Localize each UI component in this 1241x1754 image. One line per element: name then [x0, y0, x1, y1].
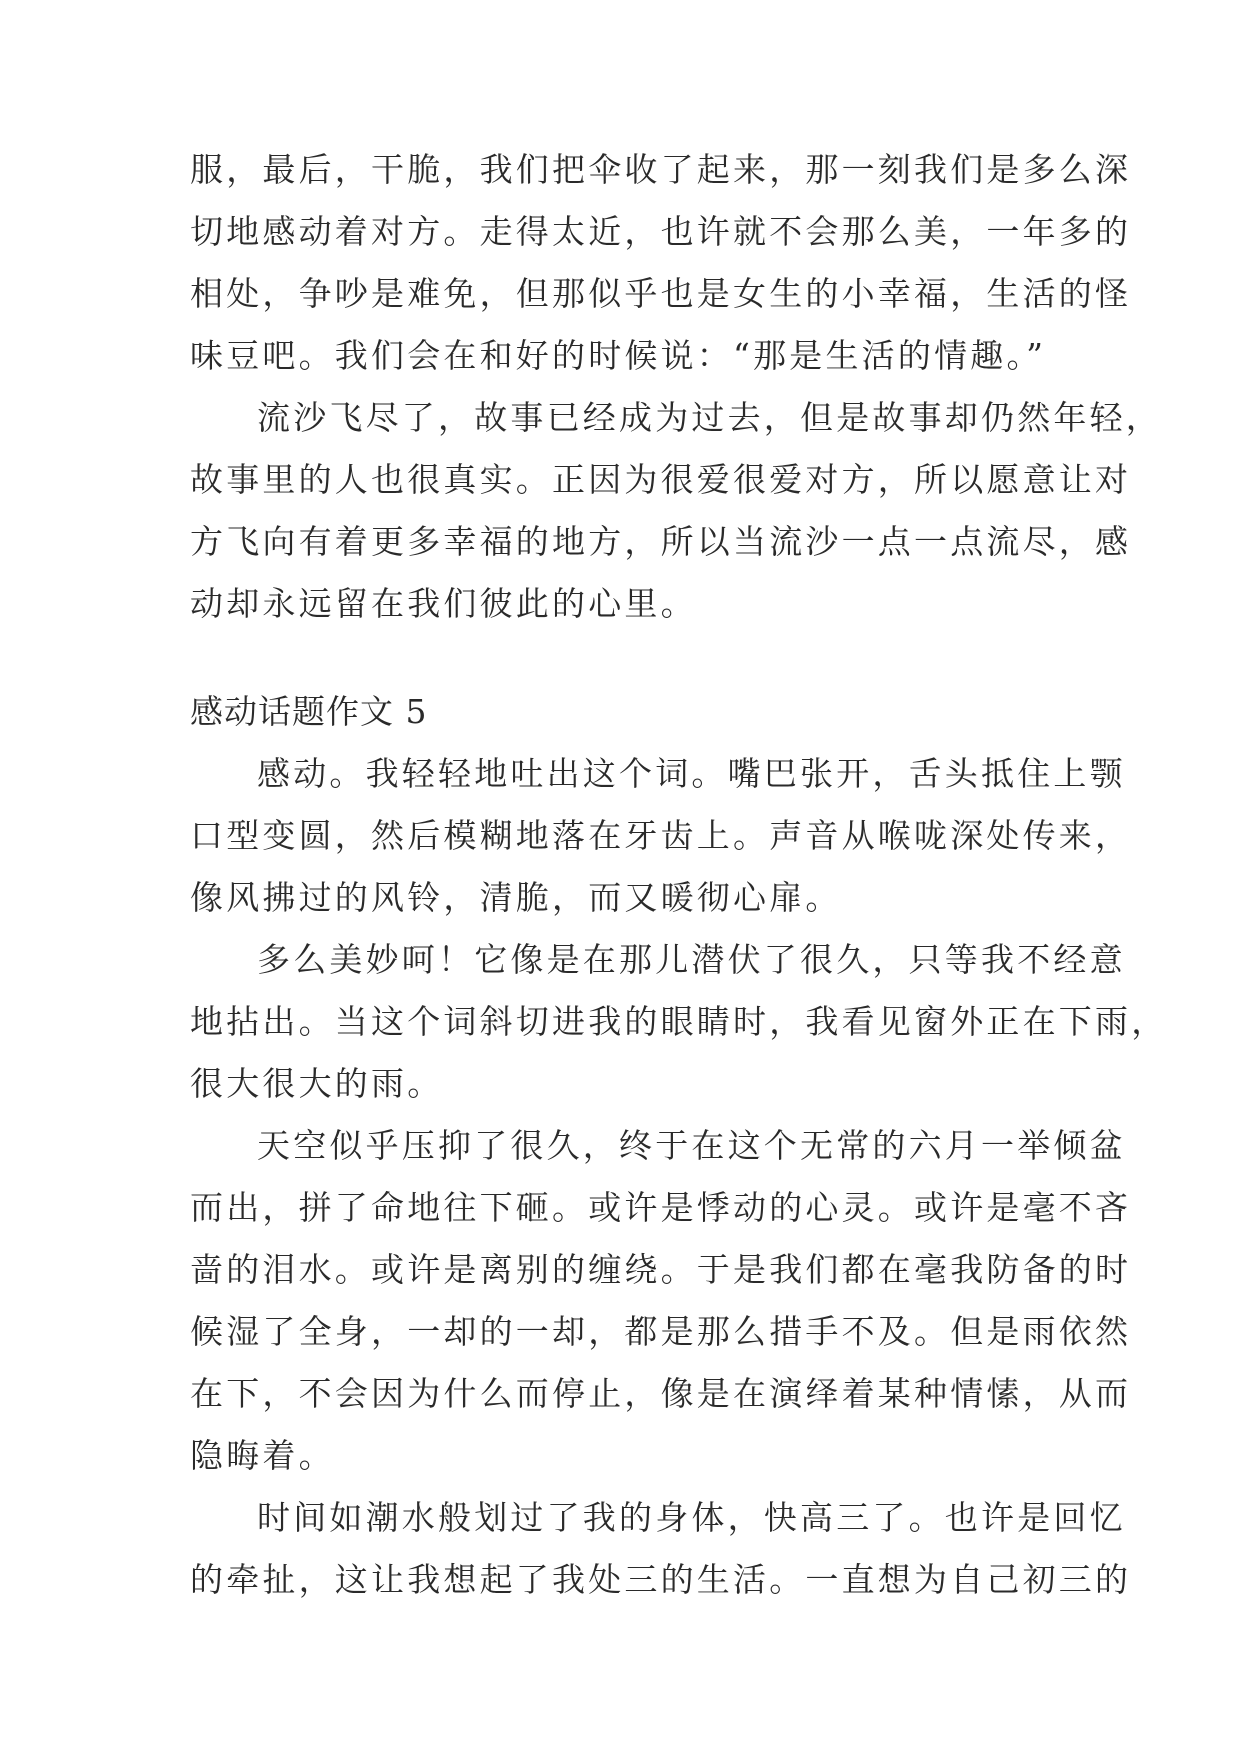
paragraph-line: 感动。我轻轻地吐出这个词。嘴巴张开，舌头抵住上颚 — [257, 754, 1126, 793]
paragraph-line: 的牵扯，这让我想起了我处三的生活。一直想为自己初三的 — [190, 1560, 1132, 1599]
paragraph-line: 很大很大的雨。 — [190, 1064, 444, 1103]
paragraph-line: 多么美妙呵！它像是在那儿潜伏了很久，只等我不经意 — [257, 940, 1126, 979]
paragraph-line: 在下，不会因为什么而停止，像是在演绎着某种情愫，从而 — [190, 1374, 1132, 1413]
paragraph-line: 味豆吧。我们会在和好的时候说：“那是生活的情趣。” — [190, 336, 1047, 375]
section-heading: 感动话题作文 5 — [190, 692, 428, 731]
paragraph-line: 而出，拼了命地往下砸。或许是悸动的心灵。或许是毫不吝 — [190, 1188, 1132, 1227]
paragraph-line: 啬的泪水。或许是离别的缠绕。于是我们都在毫我防备的时 — [190, 1250, 1132, 1289]
paragraph-line: 流沙飞尽了，故事已经成为过去，但是故事却仍然年轻， — [257, 398, 1162, 437]
paragraph-line: 服，最后，干脆，我们把伞收了起来，那一刻我们是多么深 — [190, 150, 1132, 189]
paragraph-line: 故事里的人也很真实。正因为很爱很爱对方，所以愿意让对 — [190, 460, 1132, 499]
paragraph-line: 相处，争吵是难免，但那似乎也是女生的小幸福，生活的怪 — [190, 274, 1132, 313]
paragraph-line: 隐晦着。 — [190, 1436, 335, 1475]
paragraph-line: 地拈出。当这个词斜切进我的眼睛时，我看见窗外正在下雨， — [190, 1002, 1168, 1041]
paragraph-line: 切地感动着对方。走得太近，也许就不会那么美，一年多的 — [190, 212, 1132, 251]
paragraph-line: 天空似乎压抑了很久，终于在这个无常的六月一举倾盆 — [257, 1126, 1126, 1165]
paragraph-line: 候湿了全身，一却的一却，都是那么措手不及。但是雨依然 — [190, 1312, 1132, 1351]
paragraph-line: 口型变圆，然后模糊地落在牙齿上。声音从喉咙深处传来， — [190, 816, 1132, 855]
paragraph-line: 方飞向有着更多幸福的地方，所以当流沙一点一点流尽，感 — [190, 522, 1132, 561]
paragraph-line: 像风拂过的风铃，清脆，而又暖彻心扉。 — [190, 878, 842, 917]
paragraph-line: 动却永远留在我们彼此的心里。 — [190, 584, 697, 623]
paragraph-line: 时间如潮水般划过了我的身体，快高三了。也许是回忆 — [257, 1498, 1126, 1537]
